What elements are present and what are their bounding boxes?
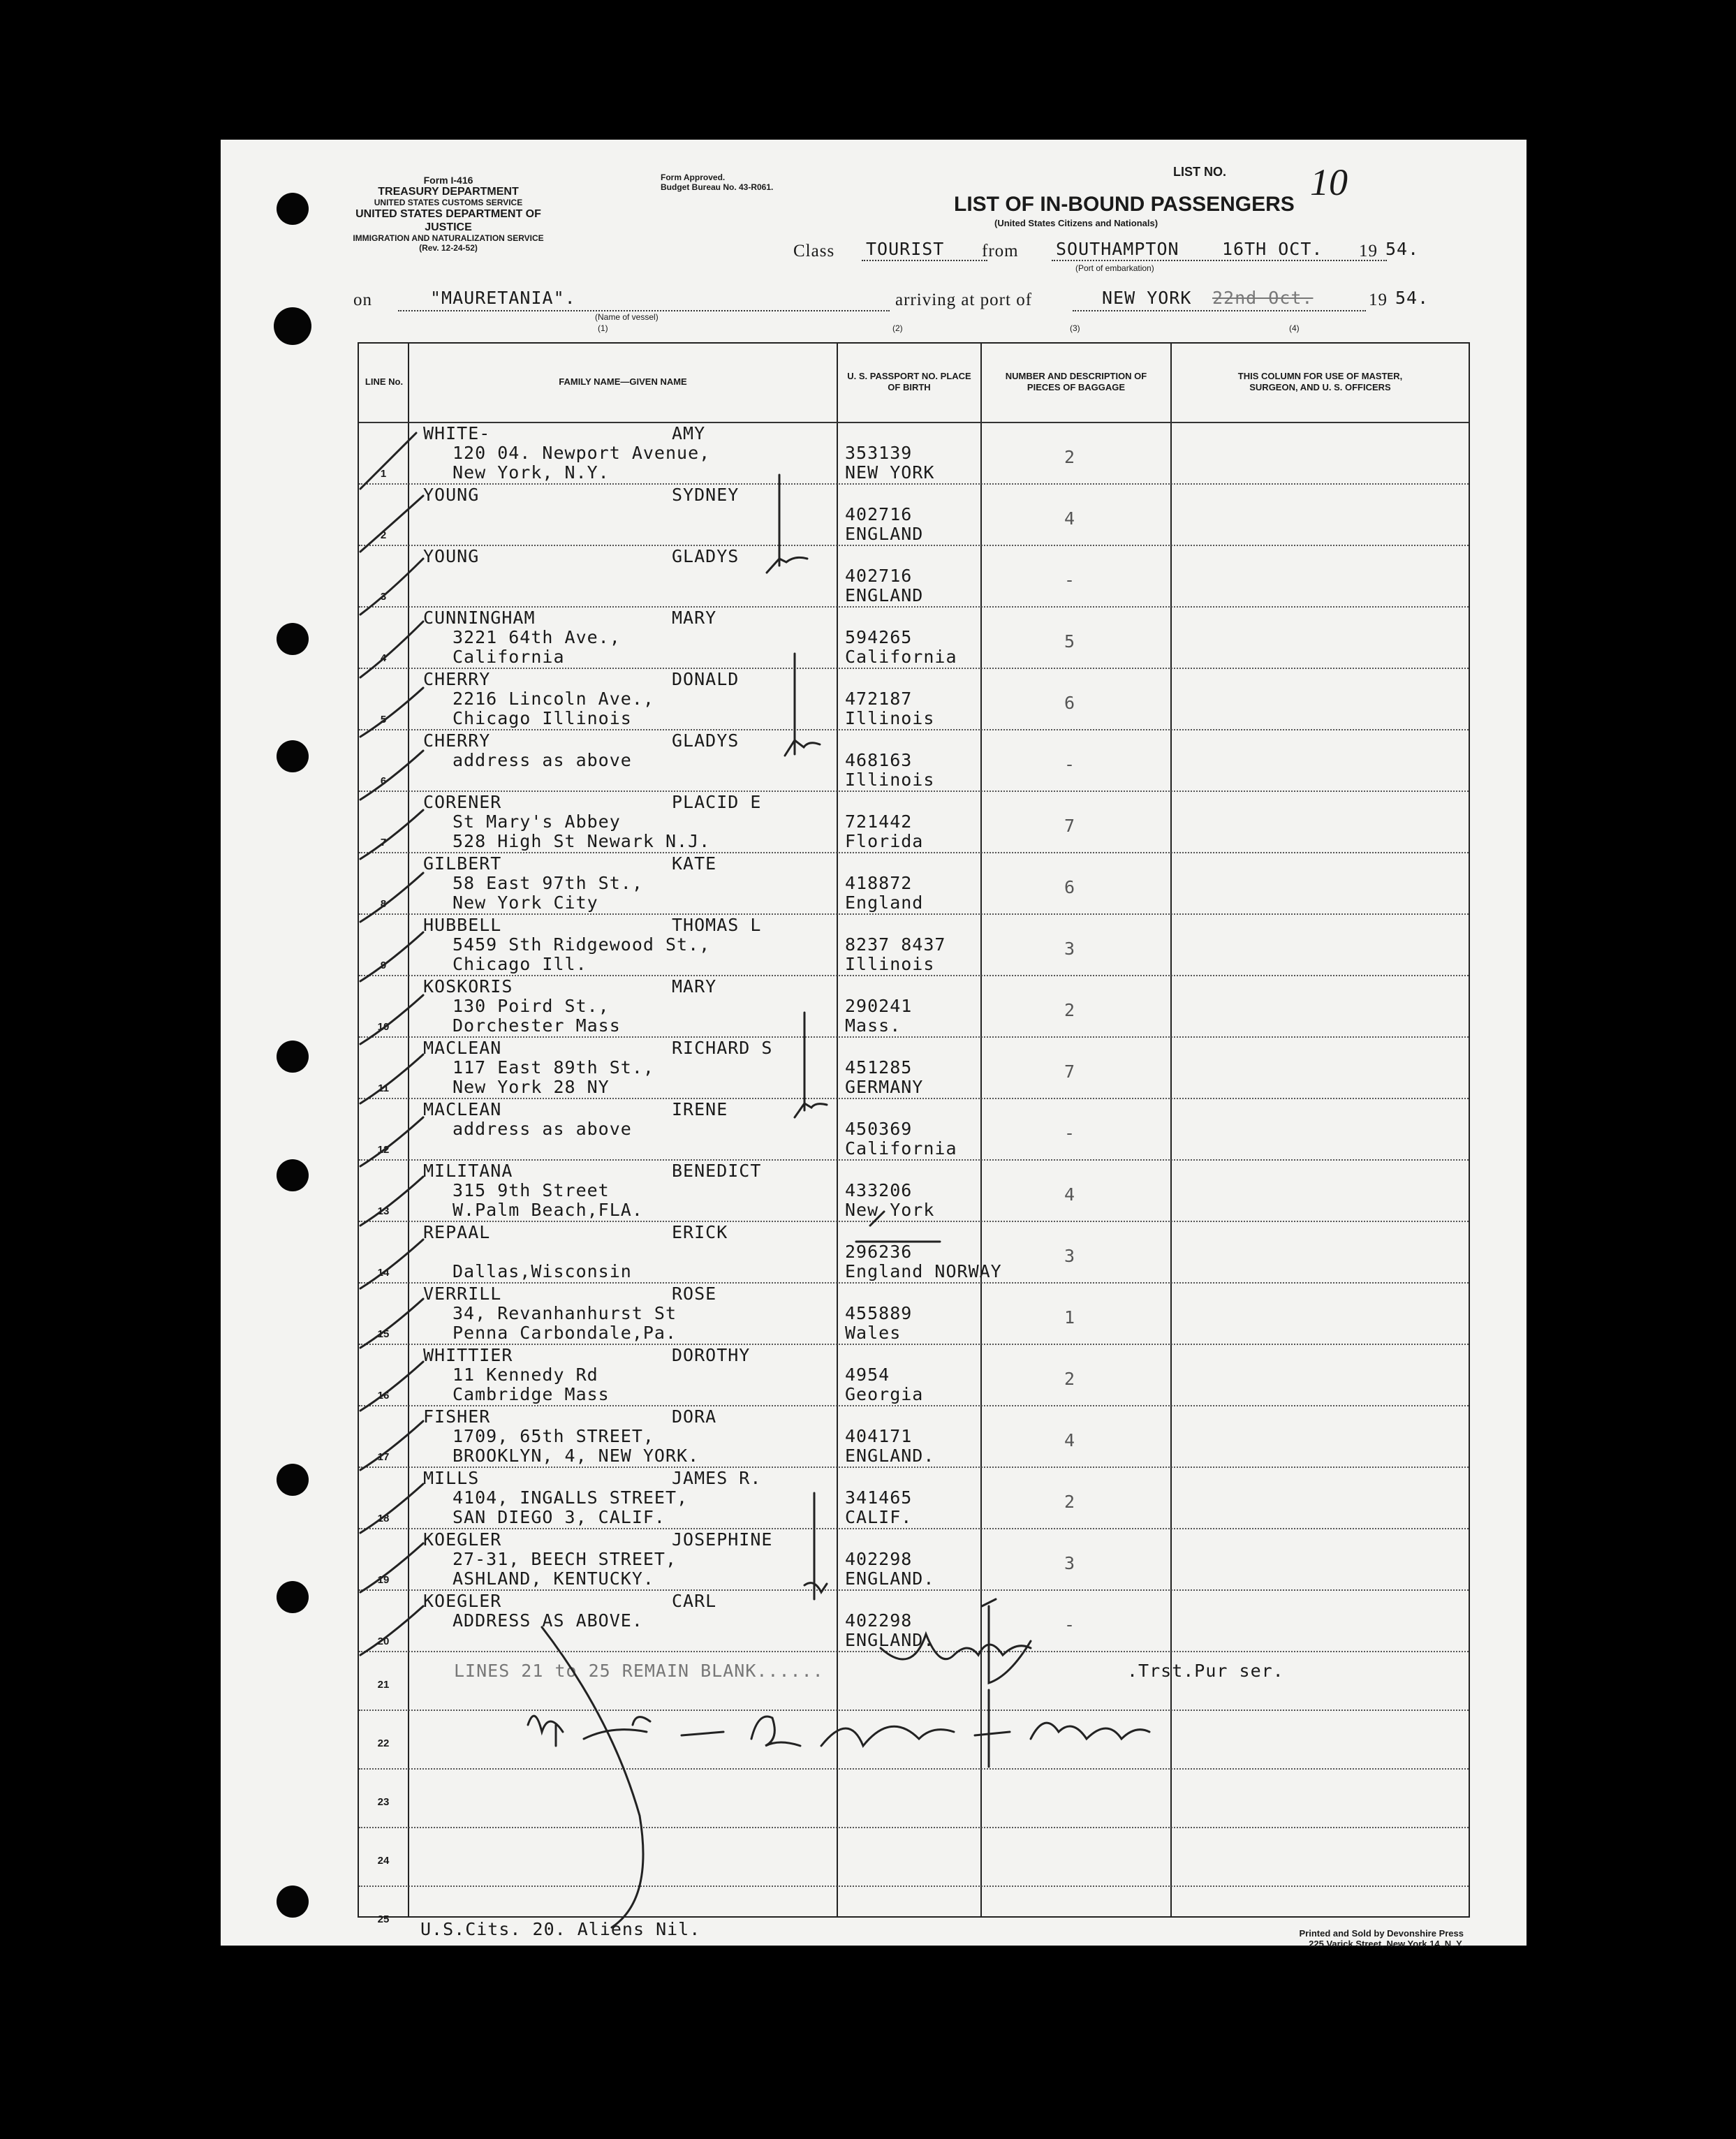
col-header-passport: U. S. PASSPORT NO. PLACE OF BIRTH <box>847 371 971 392</box>
family-name: CUNNINGHAM <box>423 608 536 628</box>
handwritten-marks <box>221 140 1527 1946</box>
passport-number: 341465 <box>845 1487 913 1508</box>
baggage-count: - <box>1064 1615 1076 1635</box>
family-name: YOUNG <box>423 546 480 566</box>
place-of-birth: England NORWAY <box>845 1261 1002 1281</box>
place-of-birth: GERMANY <box>845 1077 924 1097</box>
address-line-1: 120 04. Newport Avenue, <box>453 443 711 463</box>
arriving-label: arriving at port of <box>895 291 1033 309</box>
form-approved: Form Approved. <box>661 172 726 182</box>
address-line-2: W.Palm Beach,FLA. <box>453 1200 643 1220</box>
given-name: MARY <box>672 976 717 997</box>
justice-dept: UNITED STATES DEPARTMENT OF JUSTICE <box>355 208 541 233</box>
baggage-count: 4 <box>1064 1184 1076 1205</box>
place-of-birth: CALIF. <box>845 1507 913 1527</box>
family-name: WHITE- <box>423 423 491 443</box>
place-of-birth: ENGLAND <box>845 585 924 605</box>
summary-line: U.S.Cits. 20. Aliens Nil. <box>420 1919 701 1939</box>
place-of-birth: ENGLAND. <box>845 1630 935 1650</box>
baggage-count: - <box>1064 1123 1076 1143</box>
address-line-1: 117 East 89th St., <box>453 1057 654 1078</box>
year2-value: 54. <box>1395 288 1429 308</box>
given-name: PLACID E <box>672 792 762 812</box>
passport-number: 433206 <box>845 1180 913 1200</box>
passport-number: 721442 <box>845 811 913 832</box>
address-line-2: Dallas,Wisconsin <box>453 1261 632 1281</box>
baggage-count: 2 <box>1064 1492 1076 1512</box>
line-number: 16 <box>377 1390 390 1402</box>
col-header-officers: THIS COLUMN FOR USE OF MASTER, SURGEON, AND U. S. OFFICERS <box>1237 371 1403 392</box>
family-name: CORENER <box>423 792 502 812</box>
baggage-count: 3 <box>1064 1246 1076 1266</box>
from-label: from <box>982 242 1019 260</box>
place-of-birth: Florida <box>845 831 924 851</box>
line-number: 10 <box>377 1021 390 1033</box>
passport-number: 404171 <box>845 1426 913 1446</box>
baggage-count: 2 <box>1064 1369 1076 1389</box>
baggage-count: - <box>1064 570 1076 590</box>
address-line-1: address as above <box>453 1119 632 1139</box>
baggage-count: - <box>1064 754 1076 774</box>
manifest-subtitle: (United States Citizens and Nationals) <box>994 218 1158 228</box>
place-of-birth: New York <box>845 1200 935 1220</box>
family-name: KOEGLER <box>423 1591 502 1611</box>
family-name: CHERRY <box>423 730 491 751</box>
place-of-birth: Illinois <box>845 708 935 728</box>
address-line-2: SAN DIEGO 3, CALIF. <box>453 1507 665 1527</box>
from-port: SOUTHAMPTON <box>1056 239 1179 259</box>
address-line-2: California <box>453 647 565 667</box>
family-name: VERRILL <box>423 1284 502 1304</box>
given-name: GLADYS <box>672 730 740 751</box>
address-line-2: Cambridge Mass <box>453 1384 610 1404</box>
passport-number: 4954 <box>845 1365 890 1385</box>
address-line-2: ASHLAND, KENTUCKY. <box>453 1568 654 1589</box>
passport-number: 450369 <box>845 1119 913 1139</box>
line-number: 7 <box>380 837 387 848</box>
address-line-1: 3221 64th Ave., <box>453 627 621 647</box>
col-caption-3: (3) <box>1070 323 1080 333</box>
line-number: 20 <box>377 1636 390 1647</box>
baggage-count: 7 <box>1064 816 1076 836</box>
address-line-2: New York City <box>453 892 598 913</box>
place-of-birth: ENGLAND. <box>845 1446 935 1466</box>
given-name: IRENE <box>672 1099 728 1119</box>
blank-lines-note-tail: .Trst.Pur ser. <box>1127 1661 1284 1681</box>
baggage-count: 4 <box>1064 1430 1076 1450</box>
family-name: HUBBELL <box>423 915 502 935</box>
address-line-2: Chicago Ill. <box>453 954 587 974</box>
address-line-2: New York, N.Y. <box>453 462 610 483</box>
line-number: 8 <box>380 898 387 910</box>
family-name: KOSKORIS <box>423 976 513 997</box>
baggage-count: 7 <box>1064 1061 1076 1082</box>
passport-number: 418872 <box>845 873 913 893</box>
line-number: 6 <box>380 775 387 787</box>
address-line-2: BROOKLYN, 4, NEW YORK. <box>453 1446 700 1466</box>
printer-line-2: 225 Varick Street, New York 14, N. Y. <box>1309 1938 1464 1949</box>
line-number: 15 <box>377 1328 390 1340</box>
line-number: 17 <box>377 1451 390 1463</box>
blank-lines-note: LINES 21 to 25 REMAIN BLANK...... <box>454 1661 824 1681</box>
budget-bureau: Budget Bureau No. 43-R061. <box>661 182 774 192</box>
baggage-count: 4 <box>1064 508 1076 529</box>
line-number: 18 <box>377 1513 390 1524</box>
given-name: RICHARD S <box>672 1038 773 1058</box>
place-of-birth: Illinois <box>845 770 935 790</box>
given-name: SYDNEY <box>672 485 740 505</box>
baggage-count: 2 <box>1064 447 1076 467</box>
baggage-count: 6 <box>1064 693 1076 713</box>
family-name: WHITTIER <box>423 1345 513 1365</box>
line-number: 24 <box>377 1855 390 1867</box>
place-of-birth: Illinois <box>845 954 935 974</box>
address-line-1: ADDRESS AS ABOVE. <box>453 1610 643 1631</box>
address-line-1: 5459 Sth Ridgewood St., <box>453 934 711 955</box>
given-name: AMY <box>672 423 706 443</box>
given-name: DORA <box>672 1406 717 1427</box>
address-line-2: Chicago Illinois <box>453 708 632 728</box>
passport-number: 402716 <box>845 566 913 586</box>
line-number: 23 <box>377 1796 390 1808</box>
place-of-birth: California <box>845 1138 957 1159</box>
given-name: MARY <box>672 608 717 628</box>
address-line-1: 11 Kennedy Rd <box>453 1365 598 1385</box>
place-of-birth: ENGLAND. <box>845 1568 935 1589</box>
family-name: MACLEAN <box>423 1099 502 1119</box>
place-of-birth: NEW YORK <box>845 462 935 483</box>
customs-service: UNITED STATES CUSTOMS SERVICE <box>374 198 523 208</box>
vessel-caption: (Name of vessel) <box>595 312 659 322</box>
place-of-birth: Wales <box>845 1323 902 1343</box>
line-number: 21 <box>377 1679 390 1691</box>
line-number: 4 <box>380 652 387 664</box>
given-name: ERICK <box>672 1222 728 1242</box>
vessel-name: "MAURETANIA". <box>430 288 576 308</box>
list-no-value: 10 <box>1310 161 1348 203</box>
passport-number: 353139 <box>845 443 913 463</box>
manifest-page <box>221 140 1527 1949</box>
given-name: GLADYS <box>672 546 740 566</box>
line-number: 1 <box>380 468 387 480</box>
address-line-2: Penna Carbondale,Pa. <box>453 1323 677 1343</box>
col-header-line-no: LINE No. <box>365 376 404 388</box>
baggage-count: 2 <box>1064 1000 1076 1020</box>
address-line-1: 58 East 97th St., <box>453 873 643 893</box>
passport-number: 402298 <box>845 1610 913 1631</box>
passport-number: 468163 <box>845 750 913 770</box>
line-number: 12 <box>377 1144 390 1156</box>
arrival-port: NEW YORK <box>1102 288 1192 308</box>
line-number: 22 <box>377 1737 390 1749</box>
revision-date: (Rev. 12-24-52) <box>419 242 478 253</box>
class-value: TOURIST <box>866 239 945 259</box>
family-name: GILBERT <box>423 853 502 874</box>
on-label: on <box>353 291 372 309</box>
family-name: REPAAL <box>423 1222 491 1242</box>
family-name: MACLEAN <box>423 1038 502 1058</box>
baggage-count: 3 <box>1064 939 1076 959</box>
family-name: YOUNG <box>423 485 480 505</box>
given-name: CARL <box>672 1591 717 1611</box>
given-name: THOMAS L <box>672 915 762 935</box>
class-label: Class <box>793 242 835 260</box>
given-name: JAMES R. <box>672 1468 762 1488</box>
passport-number: 594265 <box>845 627 913 647</box>
place-of-birth: ENGLAND <box>845 524 924 544</box>
year-prefix: 19 <box>1359 242 1378 260</box>
place-of-birth: England <box>845 892 924 913</box>
given-name: KATE <box>672 853 717 874</box>
passport-number: 451285 <box>845 1057 913 1078</box>
address-line-1: St Mary's Abbey <box>453 811 621 832</box>
family-name: KOEGLER <box>423 1529 502 1550</box>
line-number: 13 <box>377 1205 390 1217</box>
passport-number: 455889 <box>845 1303 913 1323</box>
baggage-count: 6 <box>1064 877 1076 897</box>
passport-number: 402716 <box>845 504 913 524</box>
col-caption-4: (4) <box>1289 323 1300 333</box>
col-caption-2: (2) <box>892 323 903 333</box>
col-header-baggage: NUMBER AND DESCRIPTION OF PIECES OF BAGGAGE <box>1005 371 1147 392</box>
address-line-1: 27-31, BEECH STREET, <box>453 1549 677 1569</box>
passport-number: 472187 <box>845 689 913 709</box>
place-of-birth: Mass. <box>845 1015 902 1036</box>
line-number: 2 <box>380 529 387 541</box>
line-number: 3 <box>380 591 387 603</box>
col-header-name: FAMILY NAME—GIVEN NAME <box>559 376 687 388</box>
given-name: JOSEPHINE <box>672 1529 773 1550</box>
address-line-1: 1709, 65th STREET, <box>453 1426 654 1446</box>
printer-line-1: Printed and Sold by Devonshire Press <box>1299 1928 1464 1939</box>
place-of-birth: California <box>845 647 957 667</box>
family-name: MILLS <box>423 1468 480 1488</box>
family-name: FISHER <box>423 1406 491 1427</box>
list-no-label: LIST NO. <box>1173 165 1226 179</box>
address-line-2: New York 28 NY <box>453 1077 610 1097</box>
treasury-dept: TREASURY DEPARTMENT <box>378 186 519 198</box>
address-line-2: Dorchester Mass <box>453 1015 621 1036</box>
line-number: 9 <box>380 960 387 971</box>
passport-number: 8237 8437 <box>845 934 946 955</box>
baggage-count: 5 <box>1064 631 1076 652</box>
form-number: Form I-416 <box>423 175 473 186</box>
address-line-2: 528 High St Newark N.J. <box>453 831 711 851</box>
family-name: MILITANA <box>423 1161 513 1181</box>
given-name: DONALD <box>672 669 740 689</box>
manifest-title: LIST OF IN-BOUND PASSENGERS <box>954 193 1295 216</box>
passport-number: 290241 <box>845 996 913 1016</box>
address-line-1: 315 9th Street <box>453 1180 610 1200</box>
from-date: 16TH OCT. <box>1222 239 1323 259</box>
place-of-birth: Georgia <box>845 1384 924 1404</box>
line-number: 25 <box>377 1913 390 1925</box>
port-embark-caption: (Port of embarkation) <box>1075 263 1154 273</box>
baggage-count: 1 <box>1064 1307 1076 1328</box>
year2-prefix: 19 <box>1369 291 1388 309</box>
address-line-1: 130 Poird St., <box>453 996 610 1016</box>
address-line-1: 2216 Lincoln Ave., <box>453 689 654 709</box>
arrival-date: 22nd Oct. <box>1212 288 1314 308</box>
line-number: 19 <box>377 1574 390 1586</box>
given-name: BENEDICT <box>672 1161 762 1181</box>
ins-service: IMMIGRATION AND NATURALIZATION SERVICE <box>353 233 544 244</box>
baggage-count: 3 <box>1064 1553 1076 1573</box>
family-name: CHERRY <box>423 669 491 689</box>
address-line-1: address as above <box>453 750 632 770</box>
given-name: ROSE <box>672 1284 717 1304</box>
passport-number: 402298 <box>845 1549 913 1569</box>
col-caption-1: (1) <box>598 323 608 333</box>
passport-number: 296236 <box>845 1242 913 1262</box>
address-line-1: 34, Revanhanhurst St <box>453 1303 677 1323</box>
given-name: DOROTHY <box>672 1345 751 1365</box>
year-value: 54. <box>1385 239 1420 259</box>
line-number: 5 <box>380 714 387 726</box>
address-line-1: 4104, INGALLS STREET, <box>453 1487 689 1508</box>
line-number: 14 <box>377 1267 390 1279</box>
line-number: 11 <box>378 1082 389 1094</box>
